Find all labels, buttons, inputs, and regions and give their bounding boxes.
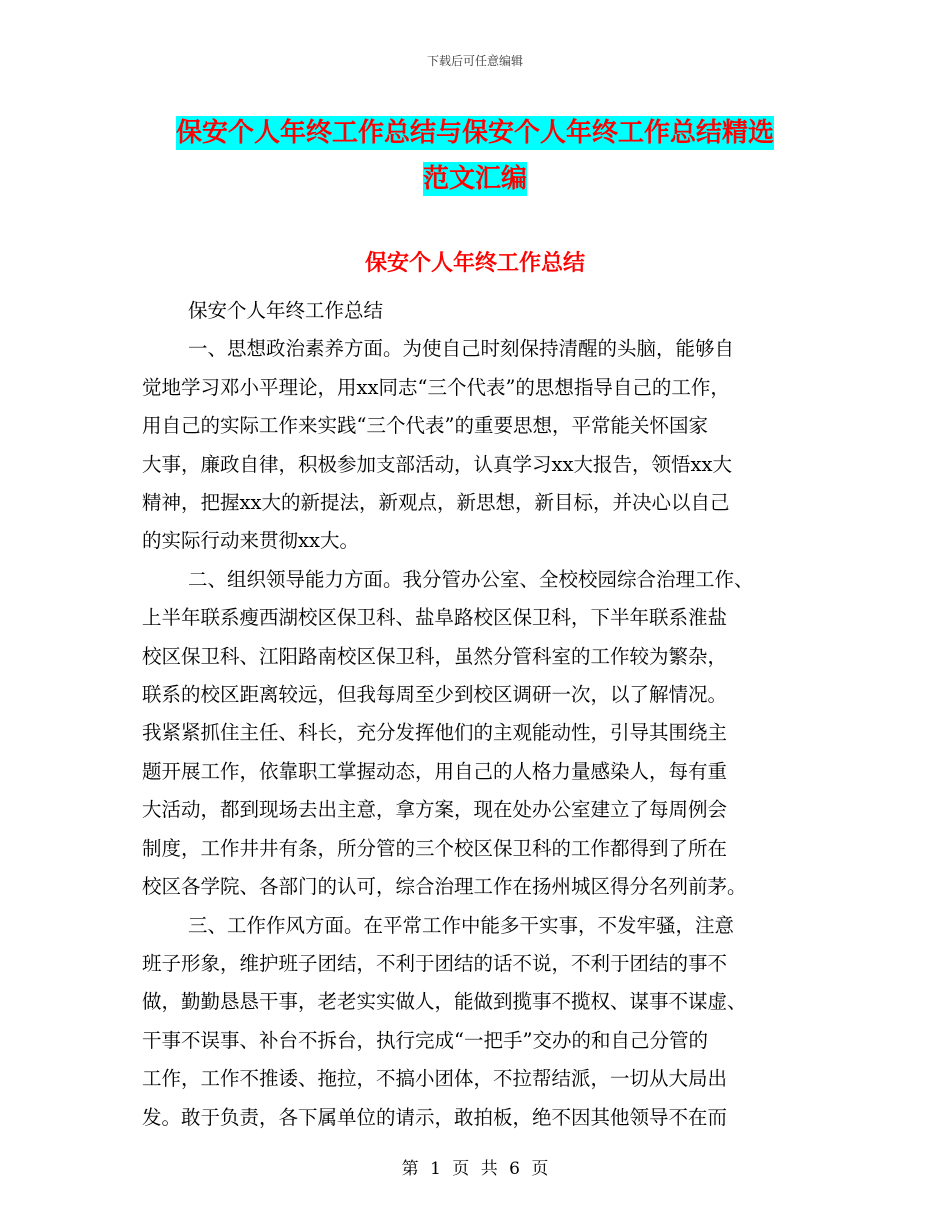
text-line: 干事不误事、补台不拆台，执行完成“一把手”交办的和自己分管的 (142, 1028, 708, 1052)
text-line: 二、组织领导能力方面。我分管办公室、全校校园综合治理工作、 (188, 567, 754, 591)
text-line: 我紧紧抓住主任、科长，充分发挥他们的主观能动性，引导其围绕主 (142, 721, 728, 745)
paragraph (142, 907, 812, 1137)
text-line: 用自己的实际工作来实践“三个代表”的重要思想，平常能关怀国家 (142, 414, 708, 438)
text-line: 大事，廉政自律，积极参加支部活动，认真学习xx大报告，领悟xx大 (142, 452, 732, 476)
text-line: 上半年联系瘦西湖校区保卫科、盐阜路校区保卫科，下半年联系淮盐 (142, 606, 728, 630)
text-line: 大活动，都到现场去出主意，拿方案，现在处办公室建立了每周例会 (142, 798, 728, 822)
text-line: 觉地学习邓小平理论，用xx同志“三个代表”的思想指导自己的工作， (142, 375, 730, 399)
text-line: 校区各学院、各部门的认可，综合治理工作在扬州城区得分名列前茅。 (142, 875, 747, 899)
section-title: 保安个人年终工作总结 (364, 250, 585, 276)
text-line: 一、思想政治素养方面。为使自己时刻保持清醒的头脑，能够自 (188, 337, 735, 361)
paragraph (142, 330, 812, 560)
text-line: 精神，把握xx大的新提法，新观点，新思想，新目标，并决心以自己 (142, 491, 730, 515)
text-line: 三、工作作风方面。在平常工作中能多干实事，不发牢骚，注意 (188, 913, 735, 937)
document-title (150, 110, 800, 202)
title-line-2: 范文汇编 (422, 164, 527, 194)
text-line: 题开展工作，依靠职工掌握动态，用自己的人格力量感染人，每有重 (142, 759, 728, 783)
text-line: 发。敢于负责，各下属单位的请示，敢拍板，绝不因其他领导不在而 (142, 1105, 728, 1129)
title-line-1: 保安个人年终工作总结与保安个人年终工作总结精选 (175, 118, 774, 148)
text-line: 的实际行动来贯彻xx大。 (142, 529, 359, 553)
text-line: 工作，工作不推诿、拖拉，不搞小团体，不拉帮结派，一切从大局出 (142, 1067, 728, 1091)
text-line: 做，勤勤恳恳干事，老老实实做人，能做到揽事不揽权、谋事不谋虚、 (142, 990, 747, 1014)
text-line: 校区保卫科、江阳路南校区保卫科，虽然分管科室的工作较为繁杂， (142, 644, 728, 668)
page-footer: 第 1 页 共 6 页 (401, 1159, 549, 1179)
text-line: 制度，工作井井有条，所分管的三个校区保卫科的工作都得到了所在 (142, 836, 728, 860)
text-line: 联系的校区距离较远，但我每周至少到校区调研一次，以了解情况。 (142, 683, 728, 707)
paragraph (142, 561, 812, 907)
body-text (142, 292, 812, 1137)
text-line: 班子形象，维护班子团结，不利于团结的话不说，不利于团结的事不 (142, 951, 728, 975)
header-note: 下载后可任意编辑 (426, 54, 523, 68)
paragraph (142, 292, 812, 330)
text-line: 保安个人年终工作总结 (188, 299, 384, 322)
